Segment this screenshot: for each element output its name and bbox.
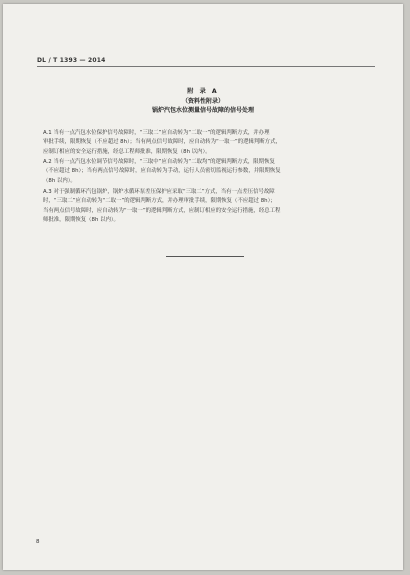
clause-a3 — [43, 188, 373, 226]
page-number: 8 — [36, 539, 40, 545]
clause-line: （不应超过 8h）；当有两点信号故障时，应自动转为手动，运行人员密切监视运行参数，并限期恢复 — [43, 168, 281, 175]
appendix-label: 附 录 A — [187, 88, 219, 95]
clause-line: （8h 以内）。 — [43, 177, 76, 184]
clause-line: A.1 当有一点汽包水位保护信号故障时，“三取二”应自动转为“二取一”的逻辑判断方式，并办理 — [43, 130, 270, 136]
appendix-type: （资料性附录） — [181, 98, 224, 105]
header-rule — [37, 66, 375, 67]
appendix-title: 锅炉汽包水位测量信号故障的信号处理 — [151, 107, 254, 114]
clause-line: 时，“三取二”应自动转为“二取一”的逻辑判断方式，并办理审批手续，限期恢复（不应超过 8h）； — [43, 198, 276, 205]
clause-line: A.2 当有一点汽包水位调节信号故障时，“三取中”应自动转为“二取均”的逻辑判断方式，限期恢复 — [43, 159, 275, 165]
clause-line: A.3 对于强制循环汽包锅炉，锅炉水循环泵差压保护应采取“三取二”方式，当有一点差压信号故障 — [43, 189, 275, 195]
clause-line: 师批准，限期恢复（8h 以内）。 — [43, 217, 119, 224]
clause-line: 当有两点信号故障时，应自动转为“一取一”的逻辑判断方式，应制订相应的安全运行措施，经总工程 — [43, 207, 281, 214]
clause-a1 — [43, 129, 373, 157]
clause-a2 — [43, 158, 373, 186]
standard-number: DL / T 1393 — 2014 — [37, 57, 106, 64]
document-page — [3, 4, 403, 570]
end-of-appendix-rule — [166, 256, 244, 257]
clause-line: 审批手续，限期恢复（不应超过 8h）；当有两点信号故障时，应自动转为“一取一”的逻辑判断方式， — [43, 139, 281, 146]
clause-line: 应制订相应的安全运行措施，经总工程师批准，限期恢复（8h 以内）。 — [43, 148, 211, 155]
